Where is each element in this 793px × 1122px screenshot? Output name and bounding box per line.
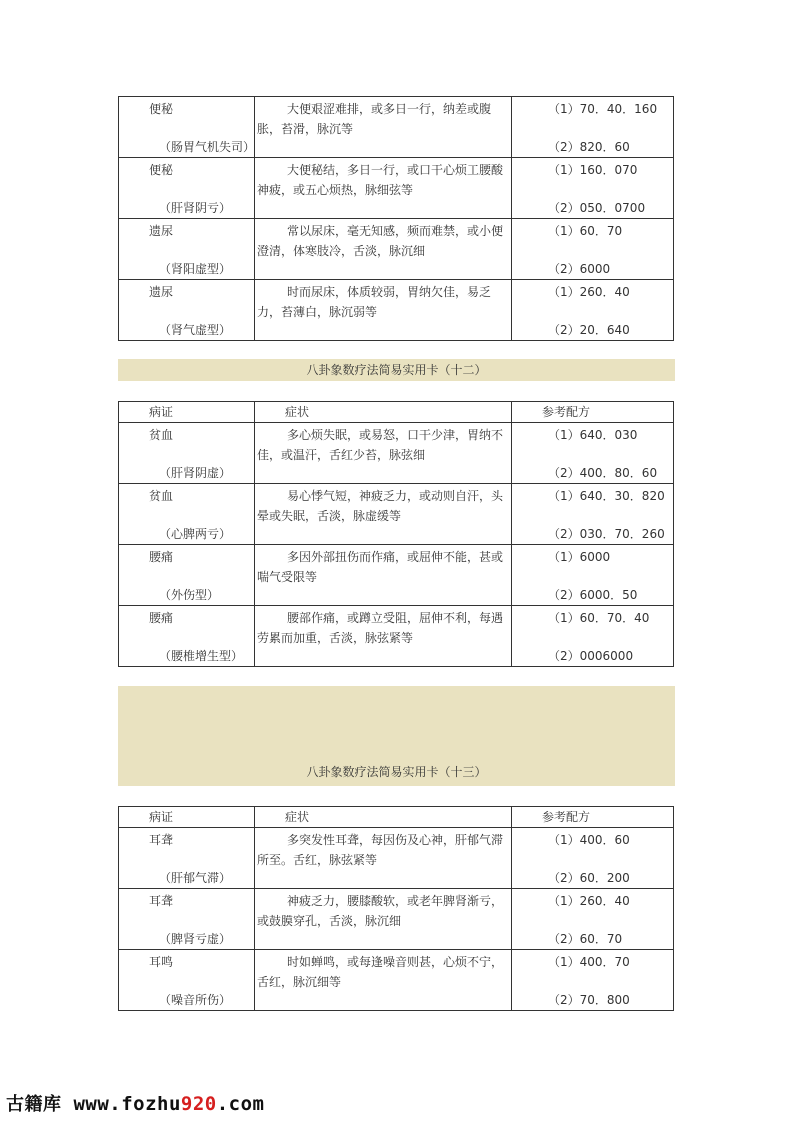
- watermark-url-prefix: www.fozhu: [73, 1093, 181, 1115]
- site-watermark: [6, 1090, 265, 1116]
- disease-name: 耳鸣: [149, 955, 174, 969]
- disease-name: 便秘: [149, 163, 174, 177]
- disease-name: 遗尿: [149, 224, 174, 238]
- treatment-table-1: [118, 96, 674, 341]
- formula-2: （2）60．70: [548, 932, 623, 946]
- disease-type: （肠胃气机失司）: [159, 140, 256, 154]
- card-banner-13: [118, 686, 675, 786]
- formula-2: （2）050．0700: [548, 201, 646, 215]
- disease-type: （外伤型）: [159, 588, 220, 602]
- disease-name: 贫血: [149, 489, 174, 503]
- formula-2: （2）400．80．60: [548, 466, 658, 480]
- symptoms-text: 大便艰涩难排，或多日一行，纳差或腹胀，苔滑，脉沉等: [255, 97, 512, 158]
- disease-type: （肝郁气滞）: [159, 871, 232, 885]
- formula-1: （1）400．70: [548, 955, 630, 969]
- disease-name: 耳聋: [149, 894, 174, 908]
- table-header-row: [119, 402, 674, 423]
- table-row: [119, 158, 674, 219]
- disease-type: （肾阳虚型）: [159, 262, 232, 276]
- watermark-url-number: 920: [180, 1093, 217, 1115]
- table-row: [119, 545, 674, 606]
- symptoms-text: 腰部作痛，或蹲立受阻，屈伸不利，每遇劳累而加重，舌淡，脉弦紧等: [255, 606, 512, 667]
- formula-1: （1）400．60: [548, 833, 630, 847]
- disease-name: 遗尿: [149, 285, 174, 299]
- table-header-row: [119, 807, 674, 828]
- disease-name: 便秘: [149, 102, 174, 116]
- card-banner-12: [118, 359, 675, 381]
- disease-type: （肾气虚型）: [159, 323, 232, 337]
- table-row: [119, 219, 674, 280]
- table-row: [119, 423, 674, 484]
- card-title: 八卦象数疗法简易实用卡（十三）: [306, 765, 487, 779]
- symptoms-text: 多心烦失眠，或易怒，口干少津，胃纳不佳，或温汗，舌红少苔，脉弦细: [255, 423, 512, 484]
- watermark-cn: 古籍库: [6, 1094, 62, 1115]
- symptoms-text: 时如蝉鸣，或每逢噪音则甚，心烦不宁，舌红，脉沉细等: [255, 950, 512, 1011]
- formula-2: （2）030．70．260: [548, 527, 665, 541]
- formula-1: （1）6000: [548, 550, 611, 564]
- formula-1: （1）640．30．820: [548, 489, 665, 503]
- table-row: [119, 280, 674, 341]
- disease-type: （腰椎增生型）: [159, 649, 244, 663]
- formula-1: （1）60．70: [548, 224, 623, 238]
- symptoms-text: 多突发性耳聋，每因伤及心神，肝郁气滞所至。舌红，脉弦紧等: [255, 828, 512, 889]
- formula-1: （1）70．40．160: [548, 102, 658, 116]
- header-formula: 参考配方: [512, 807, 674, 828]
- formula-1: （1）640．030: [548, 428, 638, 442]
- disease-type: （肝肾阴亏）: [159, 201, 232, 215]
- formula-2: （2）70．800: [548, 993, 630, 1007]
- formula-1: （1）260．40: [548, 285, 630, 299]
- symptoms-text: 易心悸气短，神疲乏力，或动则自汗，头晕或失眠，舌淡，脉虚缓等: [255, 484, 512, 545]
- table-row: [119, 950, 674, 1011]
- table-row: [119, 97, 674, 158]
- header-formula: 参考配方: [512, 402, 674, 423]
- disease-type: （噪音所伤）: [159, 993, 232, 1007]
- treatment-table-2: [118, 401, 674, 667]
- treatment-table-3: [118, 806, 674, 1011]
- symptoms-text: 大便秘结，多日一行，或口干心烦工腰酸神疲，或五心烦热，脉细弦等: [255, 158, 512, 219]
- formula-2: （2）20．640: [548, 323, 630, 337]
- symptoms-text: 常以尿床，毫无知感，频而难禁，或小便澄清，体寒肢冷，舌淡，脉沉细: [255, 219, 512, 280]
- card-title: 八卦象数疗法简易实用卡（十二）: [306, 363, 487, 377]
- symptoms-text: 多因外部扭伤而作痛，或屈伸不能，甚或喘气受限等: [255, 545, 512, 606]
- formula-1: （1）60．70．40: [548, 611, 650, 625]
- disease-name: 腰痛: [149, 550, 174, 564]
- table-row: [119, 606, 674, 667]
- header-disease: 病证: [119, 402, 255, 423]
- formula-2: （2）60．200: [548, 871, 630, 885]
- formula-1: （1）160．070: [548, 163, 638, 177]
- formula-1: （1）260．40: [548, 894, 630, 908]
- formula-2: （2）820．60: [548, 140, 630, 154]
- formula-2: （2）0006000: [548, 649, 634, 663]
- disease-type: （心脾两亏）: [159, 527, 232, 541]
- disease-type: （肝肾阴虚）: [159, 466, 232, 480]
- table-row: [119, 484, 674, 545]
- symptoms-text: 神疲乏力，腰膝酸软，或老年脾肾渐亏，或鼓膜穿孔，舌淡，脉沉细: [255, 889, 512, 950]
- disease-name: 贫血: [149, 428, 174, 442]
- watermark-url-suffix: .com: [216, 1093, 265, 1115]
- disease-name: 腰痛: [149, 611, 174, 625]
- table-row: [119, 889, 674, 950]
- formula-2: （2）6000．50: [548, 588, 638, 602]
- header-disease: 病证: [119, 807, 255, 828]
- table-row: [119, 828, 674, 889]
- header-symptoms: 症状: [255, 807, 512, 828]
- header-symptoms: 症状: [255, 402, 512, 423]
- disease-name: 耳聋: [149, 833, 174, 847]
- symptoms-text: 时而尿床，体质较弱，胃纳欠佳，易乏力，苔薄白，脉沉弱等: [255, 280, 512, 341]
- formula-2: （2）6000: [548, 262, 611, 276]
- disease-type: （脾肾亏虚）: [159, 932, 232, 946]
